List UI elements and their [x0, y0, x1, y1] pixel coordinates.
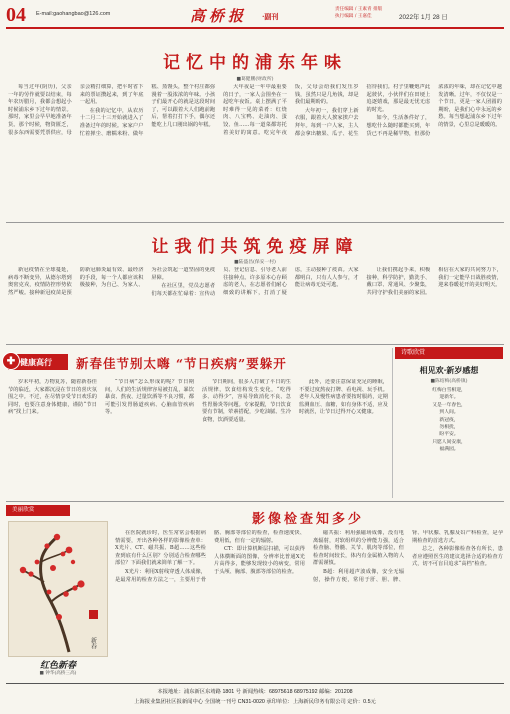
article1-author: ■葛健鹏(财政所) — [236, 77, 274, 82]
imaging-paragraph: 在医院就诊时，医生常常会根据病情需要，开出各种各样的影像检查单：X光片、CT、磁共振、B超……这些检查到底有什么区别？分别适合检查哪些部位？下面我们就来简单了解一下。 — [115, 530, 206, 567]
art-window-label: 美丽欣赏 — [6, 505, 70, 516]
article1-paragraph: 大年夜是一年中最重要的日子，一家人会围坐在一起吃年夜饭。桌上摆满了平时难得一见的菜肴：红烧肉、八宝鸭、走油肉、蛋饺、鱼……每一道菜都寄托着美好的寓意。吃完年夜饭，父母会给我们发压岁钱，虽然只是几角钱，却是我们最期盼的。 — [223, 84, 359, 136]
poem-line: 红梅白雪相迎， — [432, 388, 466, 393]
imaging-paragraph: X光片：利用X射线穿透人体成像，是最常用的检查方法之一，主要用于骨骼、胸部等部位的检查，检查速度快、费用低，但有一定的辐射。 — [115, 530, 305, 583]
article2-author: ■陆盛昌(保安一村) — [234, 260, 276, 265]
header-credits — [335, 7, 391, 21]
poem-line: 盼平安。 — [439, 432, 459, 438]
plum-blossom-painting — [9, 522, 109, 658]
poem-line: 只愿人间安康， — [432, 439, 466, 445]
newspaper-logo: 高桥报 — [190, 7, 248, 25]
section-divider — [6, 222, 504, 223]
footer-publisher: 上海报业集团社区报新闻中心 全国统一刊号 CN31-0020 承印单位：上海新民印务有限公司 定价：0.5元 — [134, 699, 376, 705]
health-column — [6, 347, 390, 498]
cross-icon: ✚ — [2, 352, 20, 370]
health-body — [8, 379, 388, 497]
art-author: ■ 钟华(高桥三高) — [39, 671, 77, 676]
health-paragraph: 岁末年初，万物复苏，随着新春佳节的临近，大家都沉浸在节日的喜庆氛围之中。不过，在尽情享受节日欢乐的同时，也要注意身体健康，谨防“节日病”找上门来。 — [8, 379, 97, 416]
artwork-image — [8, 521, 108, 657]
imaging-paragraph: B超：利用超声波成像，安全无辐射，操作方便，常用于肝、胆、脾、肾、甲状腺、乳腺及妇产科检查，是孕期检查的首选方式。 — [313, 530, 503, 583]
poem-line: 又是一年春色， — [432, 402, 466, 408]
article1-paragraph: 如今，生活条件好了，想吃什么随时都能买到，年货已不再是稀罕物，但那份浓浓的年味，却在记忆中越发清晰。过年，不仅仅是一个节日，更是一家人团圆的期盼，是我们心中永远的乡愁。每当想起浦东乡下过年的情景，心里总是暖暖的。 — [366, 84, 502, 137]
art-caption: 红色新春 — [39, 661, 76, 671]
poem-title: 相见欢·新岁感想 — [419, 365, 479, 375]
health-paragraph: “节日病”怎么形成的呢？节日期间，人们的生活规律容易被打乱，暴饮暴食、熬夜、过量饮酒等不良习惯，都可能引发胃肠道疾病、心脑血管疾病等。 — [105, 379, 194, 416]
poetry-window-label: 诗歌欣赏 — [395, 347, 503, 359]
section-divider — [6, 501, 504, 502]
poem-line: 福满园。 — [439, 447, 459, 453]
article2-paragraph: 新冠疫情在全球蔓延，病毒不断变异，从德尔塔到奥密克戎，疫情防控形势依然严峻。接种新冠疫苗是预防新冠肺炎最有效、最经济的手段，每一个人都应该积极接种，为自己、为家人、为社会筑起一道坚固的免疫屏障。 — [8, 267, 216, 296]
column-divider — [392, 348, 393, 498]
poem-line: 勿相扰， — [439, 425, 459, 431]
health-title: 新春佳节别太嗨 “节日疾病”要躲开 — [76, 356, 287, 371]
credit-line-1: 责任编辑 / 王素青 排版 — [335, 7, 383, 12]
poem-lines — [395, 387, 503, 454]
issue-date: 2022年 1月 28 日 — [399, 14, 448, 21]
imaging-paragraph: 磁共振：利用强磁场成像，没有电离辐射，对软组织的分辨能力强，适合检查脑、脊髓、关节、肌肉等部位，但检查时间较长，体内有金属植入物的人群需谨慎。 — [313, 530, 404, 567]
article1-body — [8, 84, 502, 214]
article1-paragraph: 大年初一，我们穿上新衣服，跟着大人挨家挨户去拜年。每到一户人家，主人都会拿出糖果、瓜子、花生招待我们。村子里鞭炮声此起彼伏，小伙伴们在田埂上追逐嬉戏，那是最无忧无虑的时光。 — [294, 84, 431, 137]
poem-author: ■陈绍梅(高桥镇) — [430, 379, 468, 384]
section-label: ·副刊 — [262, 12, 279, 21]
section-divider — [6, 344, 504, 345]
poetry-window — [395, 347, 503, 498]
health-paragraph: 此外，还要注意保证充足的睡眠，不要过度熬夜打牌、看电视、玩手机。老年人及慢性病患者要按时服药，定期监测血压、血糖，如有身体不适，应及时就医，让节日过得开心又健康。 — [299, 379, 388, 416]
article2-title: 让我们共筑免疫屏障 — [151, 237, 359, 257]
article2-paragraph: 在社区里，党员志愿者们每天都在忙碌着：宣传动员、登记信息、引导老人前往接种点。许多原本心存顾虑的老人，在志愿者们耐心细致的讲解下，打消了疑虑，主动接种了疫苗。大家都明白，只有人人参与，才能让病毒无处可逃。 — [151, 267, 359, 297]
header-email: E-mail:gaohangbao@126.com — [36, 11, 111, 17]
imaging-body — [115, 530, 503, 672]
imaging-paragraph: CT：即计算机断层扫描，可以获得人体横断面的图像，分辨率比普通X光片高得多，能够发现较小的病变，常用于头颅、胸部、腹部等部位的检查。 — [214, 546, 305, 575]
article1-title: 记忆中的浦东年味 — [163, 53, 347, 73]
article2-paragraph: 让我们携起手来，积极接种，科学防护，勤洗手、戴口罩、常通风、少聚集，共同守护我们美丽的家园。相信在大家的共同努力下，我们一定能早日战胜疫情，迎来春暖花开的美好明天。 — [366, 267, 502, 296]
poem-line: 新冠疫， — [439, 417, 459, 423]
header-rule — [6, 27, 504, 29]
health-column-label: 健康高行 — [20, 357, 52, 367]
page-number: 04 — [6, 4, 26, 26]
health-paragraph: 节日期间，很多人打破了平日的生活规律，饮食结构发生变化，“吃得多、动得少”，容易导致消化不良、急性胃肠炎等问题。专家提醒，节日饮食要有节制，荤素搭配，少吃油腻、生冷食物，饮酒要适量。 — [202, 379, 291, 423]
poem-line: 到人间。 — [439, 410, 459, 416]
poem-line: 迎新年。 — [439, 395, 459, 401]
footer-rule — [6, 683, 504, 684]
article2-body — [8, 267, 502, 339]
svg-text:新春: 新春 — [89, 637, 97, 649]
footer-address: 本报地址：浦东新区东靖路 1801 号 新闻热线：68975618 68975192 邮编：201208 — [157, 689, 353, 695]
health-column-logo — [8, 354, 68, 370]
article1-paragraph: 在我的记忆中，从农历十二月二十三开始就进入了准备过年的时候。家家户户忙着掸尘、磨糯米粉、做年糕、蒸馒头，整个村庄都弥漫着一股浓浓的年味。小孩子们最开心的就是这段时间了，可以跟着大人们跑前跑后，帮着打打下手，偶尔还能吃上几口刚出锅的年糕。 — [79, 84, 216, 137]
article1-paragraph: 每当过年(阴历)，父亲一年的劳作就要以结束，每年农历腊月，我都会想起小时候浦东乡下过年的情景。那时，家里会早早地准备年货。那个时候，物资匮乏，很多东西需要凭票供应，母亲会精打细算，把平时省下来的票证攒起来，到了年底一起用。 — [8, 84, 144, 136]
credit-line-2: 执行编辑 / 王嘉佳 — [335, 13, 372, 19]
imaging-title: 影像检查知多少 — [251, 512, 364, 527]
imaging-paragraph: 总之，各种影像检查各有所长，患者应遵照医生的建议选择合适的检查方式，切不可盲目追求“高档”检查。 — [412, 546, 503, 568]
